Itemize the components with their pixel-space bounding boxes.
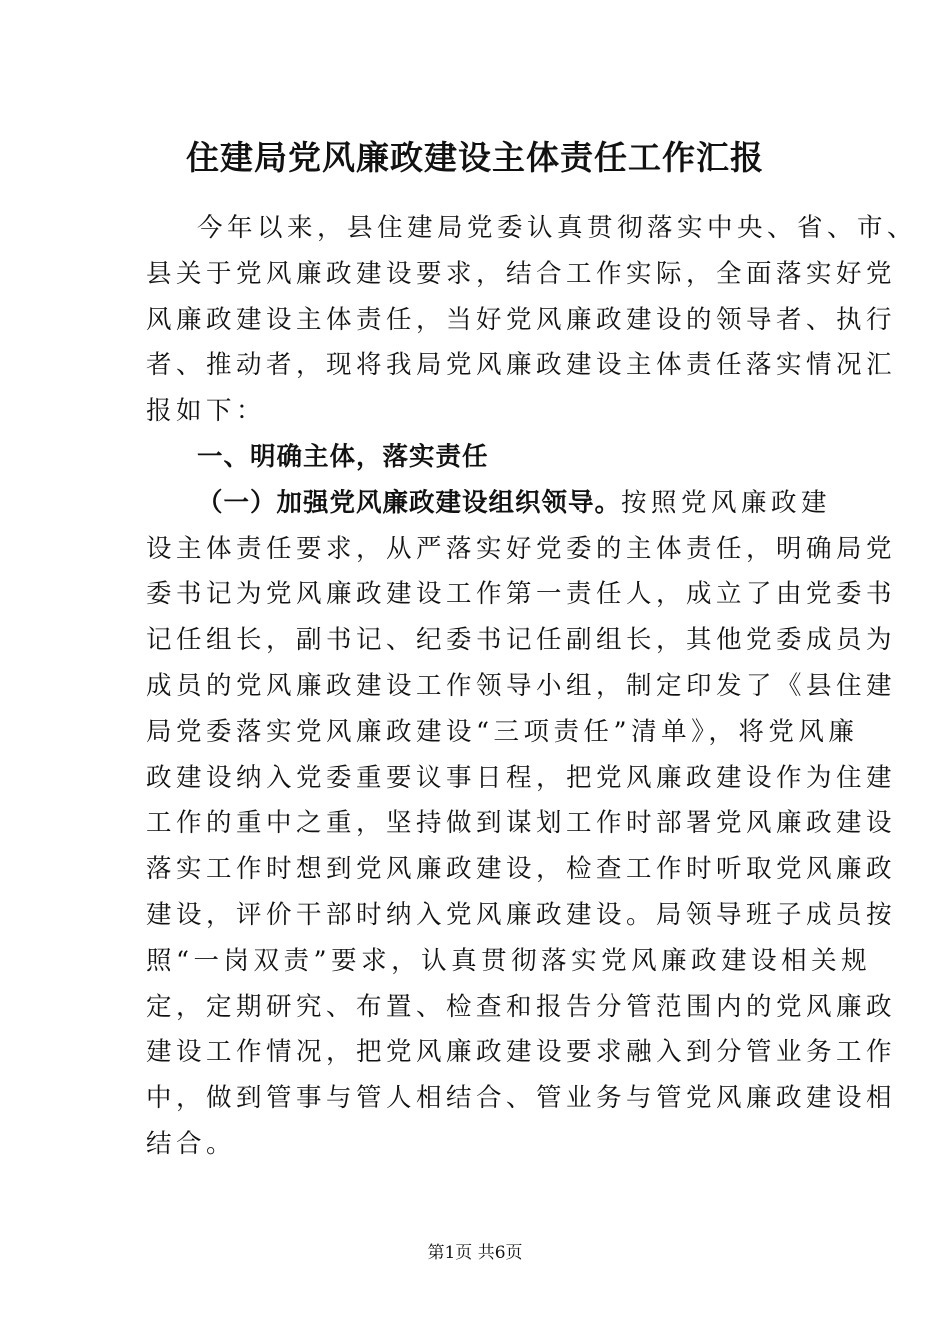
subsection-paragraph-line: 工作的重中之重，坚持做到谋划工作时部署党风廉政建设 — [146, 808, 897, 839]
intro-paragraph-line: 县关于党风廉政建设要求，结合工作实际，全面落实好党 — [146, 258, 897, 289]
subsection-paragraph-line: 政建设纳入党委重要议事日程，把党风廉政建设作为住建 — [146, 762, 897, 793]
document-title: 住建局党风廉政建设主体责任工作汇报 — [186, 138, 764, 177]
subsection-paragraph-line: 委书记为党风廉政建设工作第一责任人，成立了由党委书 — [146, 579, 897, 610]
subsection-paragraph-line: 建设，评价干部时纳入党风廉政建设。局领导班子成员按 — [146, 899, 897, 930]
subsection-first-line-text: 按照党风廉政建 — [621, 487, 832, 518]
subsection-paragraph-line: 定，定期研究、布置、检查和报告分管范围内的党风廉政 — [146, 991, 897, 1022]
document-body — [146, 206, 918, 1168]
intro-paragraph-line: 者、推动者，现将我局党风廉政建设主体责任落实情况汇 — [146, 350, 897, 381]
subsection-paragraph-line: 建设工作情况，把党风廉政建设要求融入到分管业务工作 — [146, 1037, 897, 1068]
intro-paragraph-line: 今年以来，县住建局党委认真贯彻落实中央、省、市、 — [197, 213, 918, 243]
intro-paragraph-line: 风廉政建设主体责任，当好党风廉政建设的领导者、执行 — [146, 304, 897, 335]
subsection-paragraph-line: 照“一岗双责”要求，认真贯彻落实党风廉政建设相关规 — [146, 945, 872, 976]
section-heading: 一、明确主体，落实责任 — [197, 441, 489, 472]
subsection-paragraph-line: 局党委落实党风廉政建设“三项责任”清单》，将党风廉 — [146, 716, 859, 747]
subsection-first-line — [146, 481, 832, 527]
subsection-paragraph-line: 中，做到管事与管人相结合、管业务与管党风廉政建设相 — [146, 1083, 897, 1114]
subsection-paragraph-line: 落实工作时想到党风廉政建设，检查工作时听取党风廉政 — [146, 854, 897, 885]
subsection-paragraph-line: 结合。 — [146, 1128, 237, 1159]
subsection-paragraph-line: 成员的党风廉政建设工作领导小组，制定印发了《县住建 — [146, 670, 897, 701]
subsection-heading: （一）加强党风廉政建设组织领导。 — [197, 487, 622, 518]
subsection-paragraph-line: 记任组长，副书记、纪委书记任副组长，其他党委成员为 — [146, 625, 897, 656]
subsection-paragraph-line: 设主体责任要求，从严落实好党委的主体责任，明确局党 — [146, 533, 897, 564]
intro-paragraph-line: 报如下： — [146, 396, 267, 427]
page-footer: 第1页 共6页 — [427, 1243, 523, 1263]
